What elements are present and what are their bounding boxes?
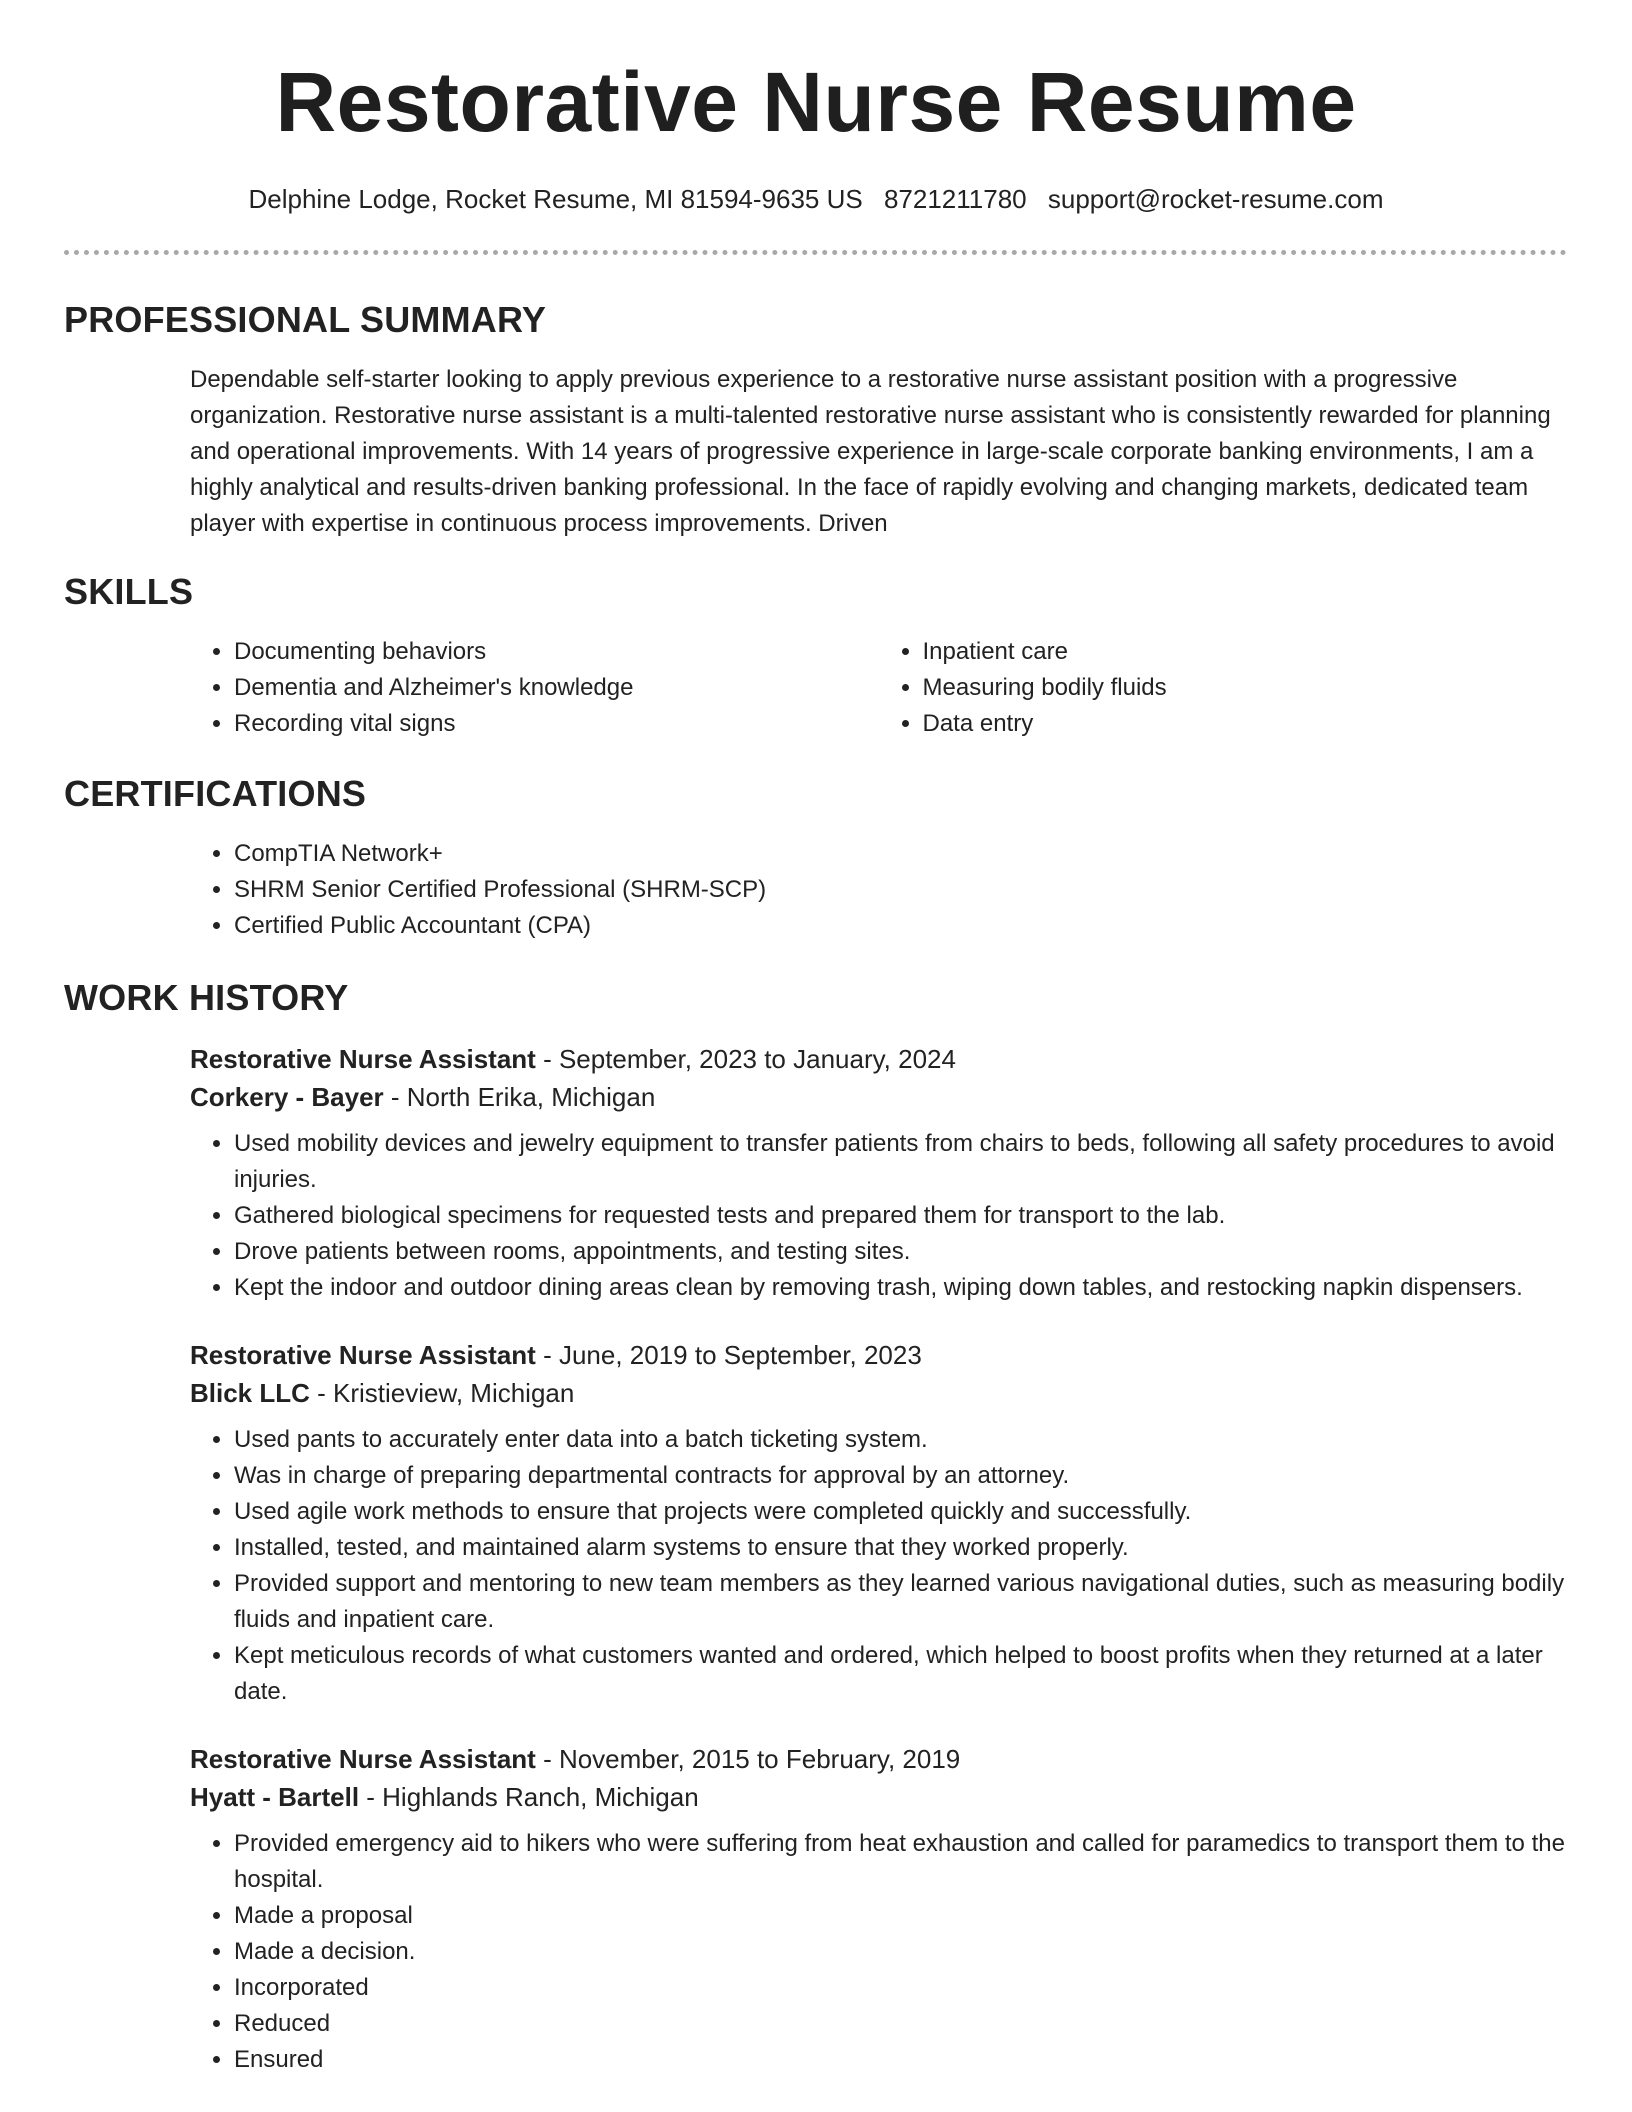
job-duty: • Drove patients between rooms, appointments, and testing sites. xyxy=(234,1234,1567,1270)
job-duty: • Kept meticulous records of what customers wanted and ordered, which helped to boost profits when they returned at a later date. xyxy=(234,1638,1567,1710)
certifications-section xyxy=(64,772,1567,944)
skill-item: • Data entry xyxy=(923,706,1568,742)
certifications-list xyxy=(190,836,1567,944)
skill-item: • Recording vital signs xyxy=(234,706,879,742)
job-company-line xyxy=(190,1078,1567,1116)
summary-text: Dependable self-starter looking to apply previous experience to a restorative nurse assistant position with a progressive organization. Restorative nurse assistant is a multi-talented restorative nurse assistant who is consistently rewarded for planning and operational improvements. With 14 years of progressive experience in large-scale corporate banking environments, I am a highly analytical and results-driven banking professional. In the face of rapidly evolving and changing markets, dedicated team player with expertise in continuous process improvements. Driven xyxy=(190,366,1551,537)
certifications-heading: CERTIFICATIONS xyxy=(64,773,367,814)
job-company: Hyatt - Bartell xyxy=(190,1782,360,1812)
job-location: - Kristieview, Michigan xyxy=(309,1378,575,1408)
job-dates: - June, 2019 to September, 2023 xyxy=(535,1340,922,1370)
job-company-line xyxy=(190,1778,1567,1816)
skill-item: • Inpatient care xyxy=(923,634,1568,670)
job-title: Restorative Nurse Assistant xyxy=(190,1744,536,1774)
skills-heading: SKILLS xyxy=(64,571,194,612)
header-divider xyxy=(64,250,1567,255)
certification-item: • Certified Public Accountant (CPA) xyxy=(234,908,1567,944)
job-entry xyxy=(190,1336,1567,1710)
contact-address: Delphine Lodge, Rocket Resume, MI 81594-9635 US xyxy=(248,184,863,214)
job-duties-list xyxy=(190,1126,1567,1306)
contact-line xyxy=(0,182,1632,216)
job-duty: • Provided support and mentoring to new team members as they learned various navigational duties, such as measuring bodily fluids and inpatient care. xyxy=(234,1566,1567,1638)
job-duty: • Ensured xyxy=(234,2042,1567,2078)
contact-phone: 8721211780 xyxy=(883,184,1027,214)
job-dates: - September, 2023 to January, 2024 xyxy=(535,1044,956,1074)
job-location: - North Erika, Michigan xyxy=(383,1082,656,1112)
job-duty: • Used pants to accurately enter data into a batch ticketing system. xyxy=(234,1422,1567,1458)
job-duty: • Made a proposal xyxy=(234,1898,1567,1934)
contact-email: support@rocket-resume.com xyxy=(1047,184,1384,214)
job-duty: • Gathered biological specimens for requested tests and prepared them for transport to the lab. xyxy=(234,1198,1567,1234)
certification-item: • CompTIA Network+ xyxy=(234,836,1567,872)
job-duty: • Incorporated xyxy=(234,1970,1567,2006)
job-company-line xyxy=(190,1374,1567,1412)
job-duty: • Installed, tested, and maintained alarm systems to ensure that they worked properly. xyxy=(234,1530,1567,1566)
skills-list-left xyxy=(190,634,879,742)
job-duty: • Used mobility devices and jewelry equipment to transfer patients from chairs to beds, following all safety procedures to avoid injuries. xyxy=(234,1126,1567,1198)
job-duty: • Made a decision. xyxy=(234,1934,1567,1970)
skills-section xyxy=(64,570,1567,742)
certification-item: • SHRM Senior Certified Professional (SHRM-SCP) xyxy=(234,872,1567,908)
job-duty: • Used agile work methods to ensure that projects were completed quickly and successfully. xyxy=(234,1494,1567,1530)
job-duties-list xyxy=(190,1422,1567,1710)
job-company: Corkery - Bayer xyxy=(190,1082,384,1112)
skill-item: • Dementia and Alzheimer's knowledge xyxy=(234,670,879,706)
work-history-heading: WORK HISTORY xyxy=(64,977,349,1018)
job-duty: • Kept the indoor and outdoor dining areas clean by removing trash, wiping down tables, and restocking napkin dispensers. xyxy=(234,1270,1567,1306)
job-entry xyxy=(190,1040,1567,1306)
job-duty: • Was in charge of preparing departmental contracts for approval by an attorney. xyxy=(234,1458,1567,1494)
job-title-line xyxy=(190,1336,1567,1374)
skill-item: • Documenting behaviors xyxy=(234,634,879,670)
skill-item: • Measuring bodily fluids xyxy=(923,670,1568,706)
job-duties-list xyxy=(190,1826,1567,2078)
work-history-section xyxy=(64,976,1567,2098)
job-dates: - November, 2015 to February, 2019 xyxy=(535,1744,961,1774)
job-title-line xyxy=(190,1040,1567,1078)
page-title: Restorative Nurse Resume xyxy=(275,55,1357,149)
job-duty: • Reduced xyxy=(234,2006,1567,2042)
job-title: Restorative Nurse Assistant xyxy=(190,1340,536,1370)
summary-section xyxy=(64,298,1567,542)
job-entry xyxy=(190,1740,1567,2078)
job-title-line xyxy=(190,1740,1567,1778)
summary-heading: PROFESSIONAL SUMMARY xyxy=(64,299,547,340)
job-location: - Highlands Ranch, Michigan xyxy=(359,1782,699,1812)
skills-list-right xyxy=(879,634,1568,742)
job-company: Blick LLC xyxy=(190,1378,310,1408)
job-duty: • Provided emergency aid to hikers who were suffering from heat exhaustion and called for paramedics to transport them to the hospital. xyxy=(234,1826,1567,1898)
job-title: Restorative Nurse Assistant xyxy=(190,1044,536,1074)
